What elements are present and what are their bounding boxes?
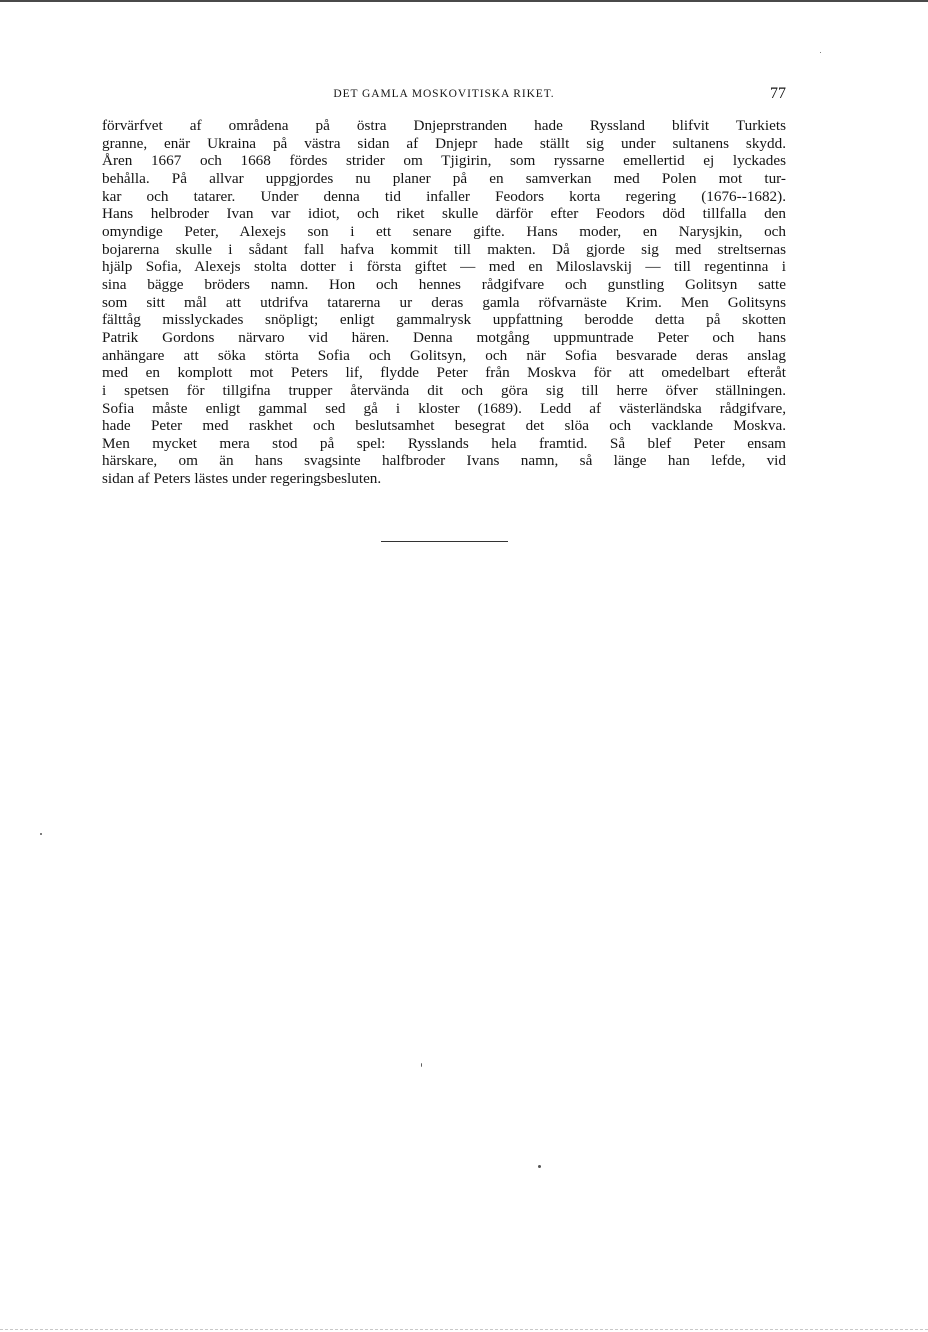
text-line: Sofia måste enligt gammal sed gå i kloster (1689). Ledd af västerländska rådgifvare, [102, 399, 786, 417]
text-line: hade Peter med raskhet och beslutsamhet besegrat det slöa och vacklande Moskva. [102, 417, 786, 435]
text-line: anhängare att söka störta Sofia och Golitsyn, och när Sofia besvarade deras anslag [102, 346, 786, 364]
scan-bottom-edge [0, 1329, 928, 1331]
section-divider [381, 541, 508, 542]
scan-speck [820, 52, 821, 53]
scan-speck [40, 833, 42, 835]
text-line: omyndige Peter, Alexejs son i ett senare gifte. Hans moder, en Narysjkin, och [102, 222, 786, 240]
text-line: Åren 1667 och 1668 fördes strider om Tjigirin, som ryssarne emellertid ej lyckades [102, 152, 786, 170]
text-line: granne, enär Ukraina på västra sidan af Dnjepr hade ställt sig under sultanens skydd. [102, 134, 786, 152]
scan-speck [421, 1063, 422, 1067]
scan-top-edge [0, 0, 928, 2]
text-line: med en komplott mot Peters lif, flydde Peter från Moskva för att omedelbart efteråt [102, 364, 786, 382]
text-line: Men mycket mera stod på spel: Rysslands hela framtid. Så blef Peter ensam [102, 434, 786, 452]
text-line: som sitt mål att utdrifva tatarerna ur deras gamla röfvarnäste Krim. Men Golitsyns [102, 293, 786, 311]
text-line: sidan af Peters lästes under regeringsbesluten. [102, 470, 382, 488]
running-title: DET GAMLA MOSKOVITISKA RIKET. [333, 88, 555, 100]
text-line: Patrik Gordons närvaro vid hären. Denna motgång uppmuntrade Peter och hans [102, 328, 786, 346]
body-paragraph [102, 117, 786, 488]
text-line: förvärfvet af områdena på östra Dnjeprstranden hade Ryssland blifvit Turkiets [102, 117, 786, 134]
text-line: sina bägge bröders namn. Hon och hennes rådgifvare och gunstling Golitsyn satte [102, 275, 786, 293]
text-line: fälttåg misslyckades snöpligt; enligt gammalrysk uppfattning berodde detta på skotten [102, 311, 786, 329]
scan-speck [538, 1165, 541, 1168]
text-line: i spetsen för tillgifna trupper återvända dit och göra sig till herre öfver ställningen. [102, 381, 786, 399]
text-line: bojarerna skulle i sådant fall hafva kommit till makten. Då gjorde sig med streltsernas [102, 240, 786, 258]
text-line: hjälp Sofia, Alexejs stolta dotter i första giftet — med en Miloslavskij — till regentinna i [102, 258, 786, 276]
page-number: 77 [770, 85, 786, 102]
running-header [102, 85, 786, 107]
text-line: behålla. På allvar uppgjordes nu planer på en samverkan med Polen mot tur- [102, 169, 786, 187]
text-line: Hans helbroder Ivan var idiot, och riket skulle därför efter Feodors död tillfalla den [102, 205, 786, 223]
text-line: kar och tatarer. Under denna tid infaller Feodors korta regering (1676--1682). [102, 187, 786, 205]
text-line: härskare, om än hans svagsinte halfbroder Ivans namn, så länge han lefde, vid [102, 452, 786, 470]
